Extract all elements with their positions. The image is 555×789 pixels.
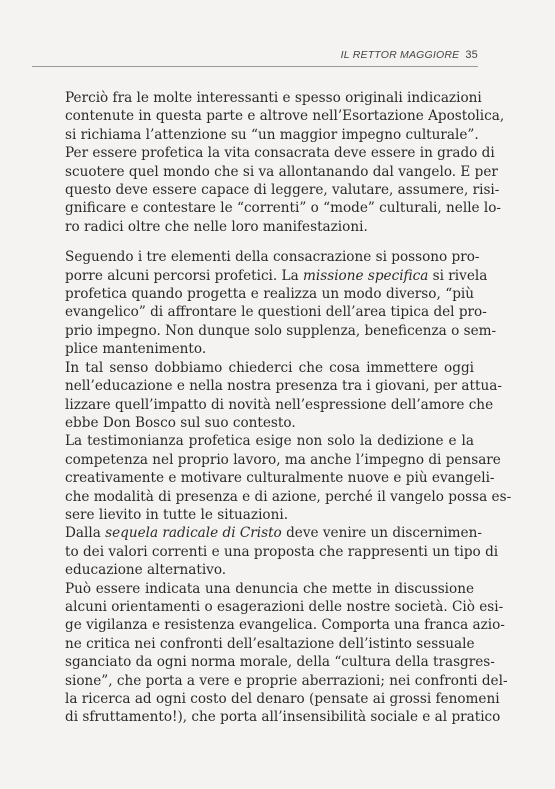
running-title: IL RETTOR MAGGIORE [340, 49, 460, 61]
paragraph [32, 248, 497, 358]
text-run: Può essere indicata una denuncia che mette in discussione [65, 580, 474, 597]
text-line [32, 598, 504, 616]
text-line [32, 414, 474, 432]
text-line [32, 181, 500, 199]
text-run: Perciò fra le molte interessanti e spesso originali indicazioni [65, 90, 482, 106]
header-rule [32, 66, 478, 67]
text-line [32, 506, 474, 524]
text-line [32, 469, 495, 487]
text-run: si rivela [428, 267, 488, 284]
paragraph [32, 524, 499, 579]
text-run: educazione alternativo. [65, 562, 227, 579]
text-run: contenute in questa parte e altrove nell’Esortazione Apostolica, [65, 108, 505, 125]
text-line [32, 580, 474, 598]
text-line [32, 267, 488, 285]
text-line [32, 377, 502, 395]
text-line [32, 488, 512, 506]
text-run: ge vigilanza e resistenza evangelica. Comporta una franca azio- [65, 617, 505, 634]
text-run: alcuni orientamenti o esagerazioni delle nostre società. Ciò esi- [65, 598, 504, 615]
text-run: scuotere quel mondo che si va allontanando dal vangelo. E per [65, 163, 498, 180]
text-run: di sfruttamento!), che porta all’insensibilità sociale e al pratico [65, 709, 501, 726]
text-run: Per essere profetica la vita consacrata deve essere in grado di [65, 145, 495, 162]
text-line [32, 218, 474, 236]
paragraph [32, 359, 502, 433]
text-run: sione”, che porta a vere e proprie aberrazioni; nei confronti del- [65, 672, 508, 689]
italic-phrase: sequela radicale di Cristo [105, 525, 282, 542]
text-run: si richiama l’attenzione su “un maggior impegno culturale”. [65, 126, 479, 143]
paragraph [32, 580, 508, 727]
text-line [32, 616, 505, 634]
text-run: plice mantenimento. [65, 341, 207, 358]
text-run: lizzare quell’impatto di novità nell’espressione dell’amore che [65, 396, 494, 413]
text-run: Dalla [65, 525, 106, 542]
text-line [32, 653, 495, 671]
text-run: la ricerca ad ogni costo del denaro (pensate ai grossi fenomeni [65, 691, 500, 707]
paragraph-gap [32, 236, 474, 248]
text-run: ro radici oltre che nelle loro manifestazioni. [65, 218, 368, 235]
text-line [32, 543, 499, 561]
text-run: In tal senso dobbiamo chiederci che cosa immettere oggi [65, 359, 474, 376]
text-line [32, 672, 508, 690]
text-line [32, 635, 474, 653]
text-line [32, 248, 480, 266]
text-line [32, 89, 482, 107]
text-run: che modalità di presenza e di azione, perché il vangelo possa es- [65, 488, 512, 505]
text-run: ebbe Don Bosco sul suo contesto. [65, 414, 296, 431]
text-line [32, 303, 487, 321]
body-text [32, 89, 512, 727]
text-run: sganciato da ogni norma morale, della “cultura della trasgres- [65, 654, 495, 671]
text-run: nell’educazione e nella nostra presenza tra i giovani, per attua- [65, 378, 502, 395]
text-run: sere lievito in tutte le situazioni. [65, 506, 289, 523]
text-line [32, 432, 474, 450]
text-line [32, 708, 501, 726]
text-run: Seguendo i tre elementi della consacrazione si possono pro- [65, 249, 480, 266]
text-line [32, 690, 500, 708]
text-run: evangelico” di affrontare le questioni dell’area tipica del pro- [65, 304, 487, 321]
text-run: profetica quando progetta e realizza un modo diverso, “più [65, 286, 474, 303]
text-line [32, 561, 474, 579]
text-run: questo deve essere capace di leggere, valutare, assumere, risi- [65, 182, 500, 199]
paragraph [32, 432, 512, 524]
text-run: La testimonianza profetica esige non solo la dedizione e la [65, 433, 474, 450]
text-run: porre alcuni percorsi profetici. La [65, 267, 304, 284]
text-line [32, 144, 495, 162]
page-header [32, 49, 478, 61]
text-line [32, 524, 482, 542]
text-run: prio impegno. Non dunque solo supplenza, beneficenza o sem- [65, 322, 497, 339]
text-line [32, 451, 501, 469]
paragraph [32, 89, 505, 236]
text-line [32, 107, 505, 125]
text-line [32, 322, 497, 340]
italic-phrase: missione specifica [303, 267, 429, 284]
text-line [32, 396, 494, 414]
text-line [32, 340, 474, 358]
text-run: to dei valori correnti e una proposta che rappresenti un tipo di [65, 543, 499, 560]
text-run: deve venire un discernimen- [281, 525, 482, 542]
text-run: creativamente e motivare culturalmente nuove e più evangeli- [65, 470, 495, 487]
text-line [32, 199, 502, 217]
text-line [32, 163, 498, 181]
text-line [32, 285, 474, 303]
page-number: 35 [465, 49, 478, 61]
text-run: ne critica nei confronti dell’esaltazione dell’istinto sessuale [65, 635, 475, 652]
text-line [32, 126, 479, 144]
text-run: gnificare e contestare le “correnti” o “mode” culturali, nelle lo- [65, 200, 502, 217]
text-run: competenza nel proprio lavoro, ma anche l’impegno di pensare [65, 451, 501, 468]
text-line [32, 359, 474, 377]
